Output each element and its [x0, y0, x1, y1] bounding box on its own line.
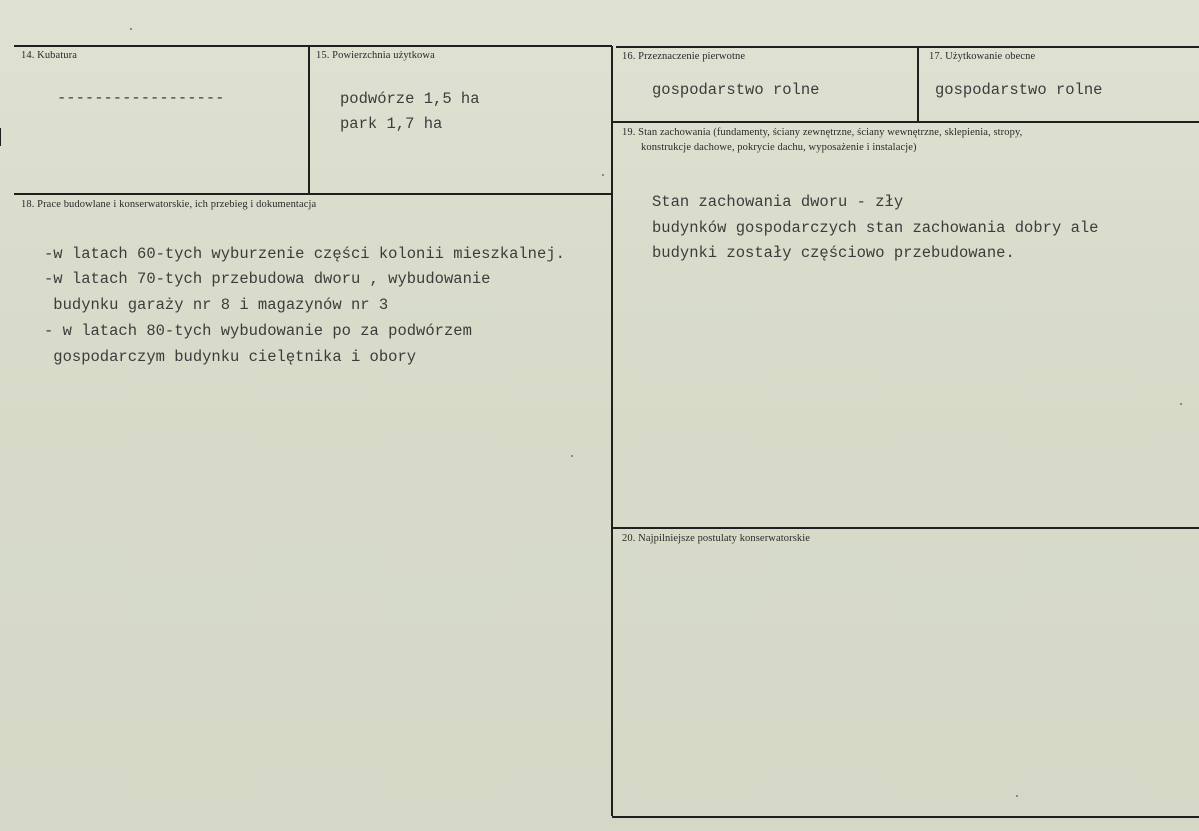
field-18-line-2: -w latach 70-tych przebudowa dworu , wybudowanie	[44, 270, 491, 288]
field-18-line-4: - w latach 80-tych wybudowanie po za podwórzem	[44, 322, 472, 340]
paper-speck	[1180, 403, 1182, 405]
field-15-line-1: podwórze 1,5 ha	[340, 90, 480, 108]
field-19-line-3: budynki zostały częściowo przebudowane.	[652, 244, 1015, 262]
field-18-line-1: -w latach 60-tych wyburzenie części kolonii mieszkalnej.	[44, 245, 565, 263]
field-18-line-5: gospodarczym budynku cielętnika i obory	[44, 348, 417, 366]
field-19-label-line-1: 19. Stan zachowania (fundamenty, ściany zewnętrzne, ściany wewnętrzne, sklepienia, stropy,	[622, 127, 1023, 138]
field-14-value: ------------------	[57, 89, 225, 107]
field-18-label: 18. Prace budowlane i konserwatorskie, ich przebieg i dokumentacja	[21, 199, 317, 210]
field-17-value: gospodarstwo rolne	[935, 81, 1103, 99]
paper-speck	[1016, 795, 1018, 797]
field-19-line-2: budynków gospodarczych stan zachowania dobry ale	[652, 219, 1099, 237]
section-19-top-border	[612, 121, 1199, 123]
top-border-left	[14, 45, 612, 47]
paper-speck	[602, 174, 604, 176]
field-16-value: gospodarstwo rolne	[652, 81, 820, 99]
field-18-line-3: budynku garaży nr 8 i magazynów nr 3	[44, 296, 389, 314]
field-16-label: 16. Przeznaczenie pierwotne	[622, 51, 746, 62]
top-border-right	[616, 46, 1199, 48]
field-20-label: 20. Najpilniejsze postulaty konserwatorskie	[622, 533, 811, 544]
field-17-label: 17. Użytkowanie obecne	[929, 51, 1036, 62]
divider-14-15	[308, 46, 310, 194]
field-19-label-line-2: konstrukcje dachowe, pokrycie dachu, wyposażenie i instalacje)	[641, 142, 917, 153]
field-19-line-1: Stan zachowania dworu - zły	[652, 193, 904, 211]
left-edge-mark	[0, 128, 1, 146]
section-20-top-border	[612, 527, 1199, 529]
field-14-label: 14. Kubatura	[21, 50, 78, 61]
paper-speck	[130, 28, 132, 30]
paper-speck	[571, 455, 573, 457]
divider-16-17	[917, 47, 919, 122]
field-15-label: 15. Powierzchnia użytkowa	[316, 50, 435, 61]
center-divider	[611, 46, 613, 816]
bottom-border	[612, 816, 1199, 818]
section-18-top-border	[14, 193, 612, 195]
field-15-line-2: park 1,7 ha	[340, 115, 443, 133]
